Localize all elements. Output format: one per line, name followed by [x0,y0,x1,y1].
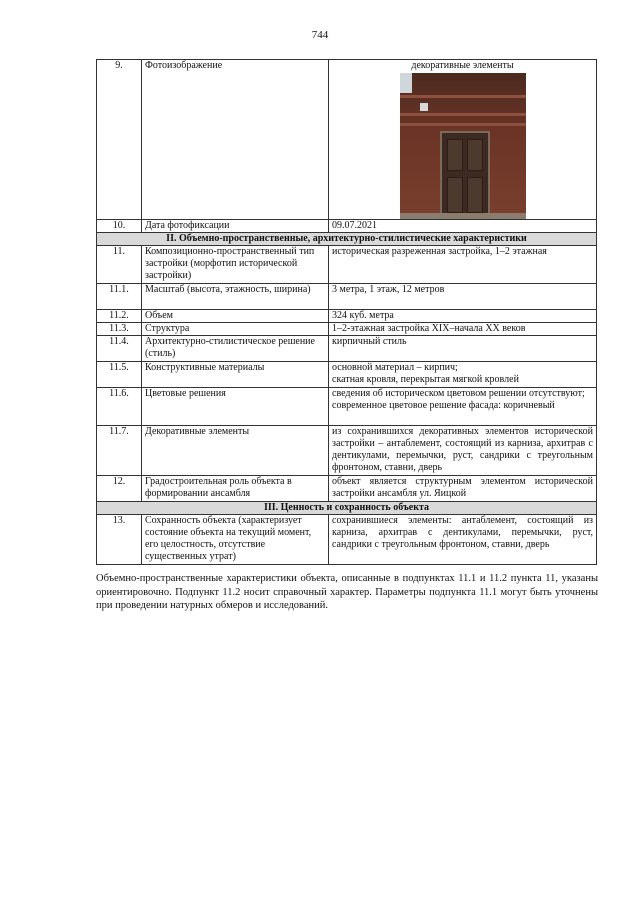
section-header [97,233,597,246]
photo-caption: декоративные элементы [411,60,514,71]
row-label: Цветовые решения [142,388,329,426]
row-label: Сохранность объекта (характеризует состояние объекта на текущий момент, его целостность, отсутствие существенных утрат) [142,515,329,565]
section-title: III. Ценность и сохранность объекта [97,502,597,515]
row-value: объект является структурным элементом исторической застройки ансамбля ул. Яицкой [329,476,597,502]
row-number: 11.6. [97,388,142,426]
row-value: 1–2-этажная застройка XIX–начала XX веков [329,323,597,336]
table-row [97,426,597,476]
value-line: скатная кровля, перекрытая мягкой кровлей [332,374,519,385]
table-row [97,388,597,426]
table-row [97,60,597,220]
value-line: современное цветовое решение фасада: коричневый [332,400,555,411]
row-value: из сохранившихся декоративных элементов исторической застройки – антаблемент, состоящий из карниза, архитрав с дентикулами, перемычки, руст, сандрики с треугольным фронтоном, ставни, дверь [329,426,597,476]
characteristics-table [96,59,597,565]
table-row [97,515,597,565]
table-row [97,362,597,388]
section-title: II. Объемно-пространственные, архитектурно-стилистические характеристики [97,233,597,246]
row-label: Градостроительная роль объекта в формировании ансамбля [142,476,329,502]
table-row [97,246,597,284]
row-label: Композиционно-пространственный тип застройки (морфотип исторической застройки) [142,246,329,284]
row-value: 3 метра, 1 этаж, 12 метров [329,284,597,310]
row-label: Объем [142,310,329,323]
row-number: 12. [97,476,142,502]
table-row [97,336,597,362]
row-number: 11.5. [97,362,142,388]
row-label: Декоративные элементы [142,426,329,476]
row-value: 324 куб. метра [329,310,597,323]
row-value [329,388,597,426]
row-number: 13. [97,515,142,565]
table-row [97,220,597,233]
row-number: 11.4. [97,336,142,362]
row-number: 11.7. [97,426,142,476]
table-row [97,284,597,310]
row-label: Архитектурно-стилистическое решение (стиль) [142,336,329,362]
table-row [97,323,597,336]
row-value [329,362,597,388]
row-label: Фотоизображение [142,60,329,220]
footnote-paragraph: Объемно-пространственные характеристики объекта, описанные в подпунктах 11.1 и 11.2 пункта 11, указаны ориентировочно. Подпункт 11.2 носит справочный характер. Параметры подпункта 11.1 могут быть уточнены при проведении натурных обмеров и исследований. [96,573,598,611]
value-line: сведения об историческом цветовом решении отсутствуют; [332,388,585,399]
row-number: 11.2. [97,310,142,323]
row-label: Структура [142,323,329,336]
table-row [97,310,597,323]
row-number: 10. [97,220,142,233]
row-value: сохранившиеся элементы: антаблемент, состоящий из карниза, архитрав с дентикулами, перемычки, руст, сандрики с треугольным фронтоном, ставни, дверь [329,515,597,565]
row-number: 11. [97,246,142,284]
row-label: Масштаб (высота, этажность, ширина) [142,284,329,310]
section-header [97,502,597,515]
building-photo [400,73,526,219]
value-line: основной материал – кирпич; [332,362,458,373]
row-value: кирпичный стиль [329,336,597,362]
row-value: историческая разреженная застройка, 1–2 этажная [329,246,597,284]
row-number: 11.3. [97,323,142,336]
table-row [97,476,597,502]
row-label: Конструктивные материалы [142,362,329,388]
photo-cell [329,60,597,220]
row-value: 09.07.2021 [329,220,597,233]
row-number: 11.1. [97,284,142,310]
row-number: 9. [97,60,142,220]
page-number: 744 [311,29,329,41]
row-label: Дата фотофиксации [142,220,329,233]
